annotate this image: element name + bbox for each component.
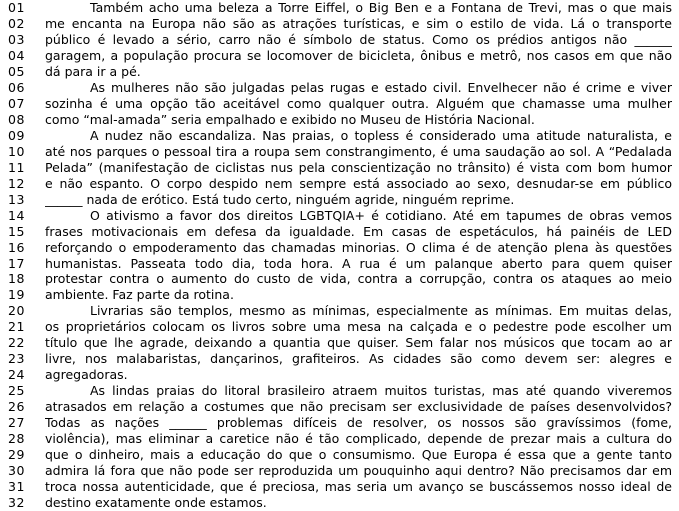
line-text: garagem, a população procura se locomover de bicicleta, ônibus e metrô, nos casos em que não xyxy=(45,47,672,63)
line-number: 32 xyxy=(8,495,25,511)
text-line xyxy=(0,256,679,272)
line-number: 31 xyxy=(8,479,25,495)
line-number: 22 xyxy=(8,335,25,351)
line-number: 07 xyxy=(8,95,25,111)
line-text: como “mal-amada” seria empalhado e exibido no Museu de História Nacional. xyxy=(45,111,535,127)
line-number: 05 xyxy=(8,63,25,79)
line-text: reforçando o empoderamento das chamadas minorias. O clima é de atenção plena às questões xyxy=(45,239,672,255)
line-number: 18 xyxy=(8,271,25,287)
line-text: Livrarias são templos, mesmo as mínimas, especialmente as mínimas. Em muitas delas, xyxy=(90,303,672,319)
text-line xyxy=(0,271,679,287)
line-number: 16 xyxy=(8,239,25,255)
line-text: agregadoras. xyxy=(45,367,128,383)
text-line xyxy=(0,415,679,431)
line-text: público é levado a sério, carro não é símbolo de status. Como os prédios antigos não ______ xyxy=(45,31,672,47)
line-text: me encanta na Europa não são as atrações turísticas, e sim o estilo de vida. Lá o transporte xyxy=(45,15,672,31)
line-number: 10 xyxy=(8,143,25,159)
line-number: 30 xyxy=(8,463,25,479)
text-line xyxy=(0,16,679,32)
line-number: 02 xyxy=(8,15,25,31)
text-line xyxy=(0,48,679,64)
text-line xyxy=(0,463,679,479)
line-number: 25 xyxy=(8,383,25,399)
line-text: As lindas praias do litoral brasileiro atraem muitos turistas, mas até quando viveremos xyxy=(90,383,672,399)
line-number: 19 xyxy=(8,287,25,303)
line-number: 09 xyxy=(8,127,25,143)
line-number: 29 xyxy=(8,447,25,463)
line-number: 26 xyxy=(8,399,25,415)
line-number: 03 xyxy=(8,31,25,47)
line-text: e não espanto. O corpo despido nem sempre está associado ao sexo, desnudar-se em público xyxy=(45,175,672,191)
text-line xyxy=(0,383,679,399)
line-number: 11 xyxy=(8,159,25,175)
line-number: 12 xyxy=(8,175,25,191)
line-number: 28 xyxy=(8,431,25,447)
text-line xyxy=(0,447,679,463)
text-line xyxy=(0,32,679,48)
line-text: livre, nos malabaristas, dançarinos, grafiteiros. As cidades são como devem ser: alegres e xyxy=(45,351,672,367)
text-line xyxy=(0,303,679,319)
line-number: 04 xyxy=(8,47,25,63)
line-text: que o dinheiro, mais a educação do que o consumismo. Que Europa é essa que a gente tanto xyxy=(45,447,672,463)
line-text: atrasados em relação a costumes que não precisam ser exclusividade de países desenvolvidos? xyxy=(45,399,672,415)
text-line xyxy=(0,335,679,351)
line-text: As mulheres não são julgadas pelas rugas e estado civil. Envelhecer não é crime e viver xyxy=(90,79,672,95)
line-number: 01 xyxy=(8,0,25,15)
line-number: 06 xyxy=(8,79,25,95)
text-line xyxy=(0,240,679,256)
line-number: 17 xyxy=(8,255,25,271)
text-line xyxy=(0,479,679,495)
line-text: título que lhe agrade, deixando a quantia que quiser. Sem falar nos músicos que tocam ao ar xyxy=(45,335,672,351)
line-text: Pelada” (manifestação de ciclistas nus pela conscientização no trânsito) é vista com bom humor xyxy=(45,159,672,175)
line-text: protestar contra o aumento do custo de vida, contra a corrupção, contra os ataques ao meio xyxy=(45,271,672,287)
line-text: Também acho uma beleza a Torre Eiffel, o Big Ben e a Fontana de Trevi, mas o que mais xyxy=(90,0,672,15)
line-text: frases motivacionais em defesa da igualdade. Em casas de espetáculos, há painéis de LED xyxy=(45,223,672,239)
line-text: Todas as nações ______ problemas difíceis de resolver, os nossos são gravíssimos (fome, xyxy=(45,415,672,431)
line-text: ______ nada de erótico. Está tudo certo, ninguém agride, ninguém reprime. xyxy=(45,191,515,207)
line-text: os proprietários colocam os livros sobre uma mesa na calçada e o pedestre pode escolher um xyxy=(45,319,672,335)
line-number: 21 xyxy=(8,319,25,335)
text-line xyxy=(0,192,679,208)
line-text: admira lá fora que não pode ser reproduzida um pouquinho aqui dentro? Não precisamos dar em xyxy=(45,463,672,479)
line-text: dá para ir a pé. xyxy=(45,63,141,79)
text-line xyxy=(0,431,679,447)
text-line xyxy=(0,80,679,96)
line-text: violência), mas eliminar a caretice não é tão complicado, depende de prezar mais a cultura do xyxy=(45,431,672,447)
text-line xyxy=(0,399,679,415)
text-line xyxy=(0,319,679,335)
line-text: sozinha é uma opção tão aceitável como qualquer outra. Alguém que chamasse uma mulher xyxy=(45,95,672,111)
line-text: O ativismo a favor dos direitos LGBTQIA+ é cotidiano. Até em tapumes de obras vemos xyxy=(90,207,672,223)
line-text: humanistas. Passeata todo dia, toda hora. A rua é um palanque aberto para quem quiser xyxy=(45,255,672,271)
line-number: 20 xyxy=(8,303,25,319)
text-line xyxy=(0,351,679,367)
text-line xyxy=(0,208,679,224)
text-line xyxy=(0,144,679,160)
line-number: 13 xyxy=(8,191,25,207)
line-text: ambiente. Faz parte da rotina. xyxy=(45,287,234,303)
line-number: 23 xyxy=(8,351,25,367)
line-number: 15 xyxy=(8,223,25,239)
text-line xyxy=(0,287,679,303)
line-text: até nos parques o pessoal tira a roupa sem constrangimento, é uma saudação ao sol. A “Pedalada xyxy=(45,143,672,159)
line-text: troca nossa autenticidade, que é preciosa, mas seria um avanço se buscássemos nosso ideal de xyxy=(45,479,672,495)
text-line xyxy=(0,96,679,112)
line-text: A nudez não escandaliza. Nas praias, o topless é considerado uma atitude naturalista, e xyxy=(90,127,672,143)
text-line xyxy=(0,128,679,144)
text-line xyxy=(0,176,679,192)
text-line xyxy=(0,160,679,176)
line-number: 24 xyxy=(8,367,25,383)
text-line xyxy=(0,495,679,511)
text-line xyxy=(0,112,679,128)
line-number: 08 xyxy=(8,111,25,127)
line-number: 14 xyxy=(8,207,25,223)
text-line xyxy=(0,224,679,240)
text-line xyxy=(0,0,679,16)
line-text: destino exatamente onde estamos. xyxy=(45,495,267,511)
line-number: 27 xyxy=(8,415,25,431)
text-line xyxy=(0,64,679,80)
text-line xyxy=(0,367,679,383)
